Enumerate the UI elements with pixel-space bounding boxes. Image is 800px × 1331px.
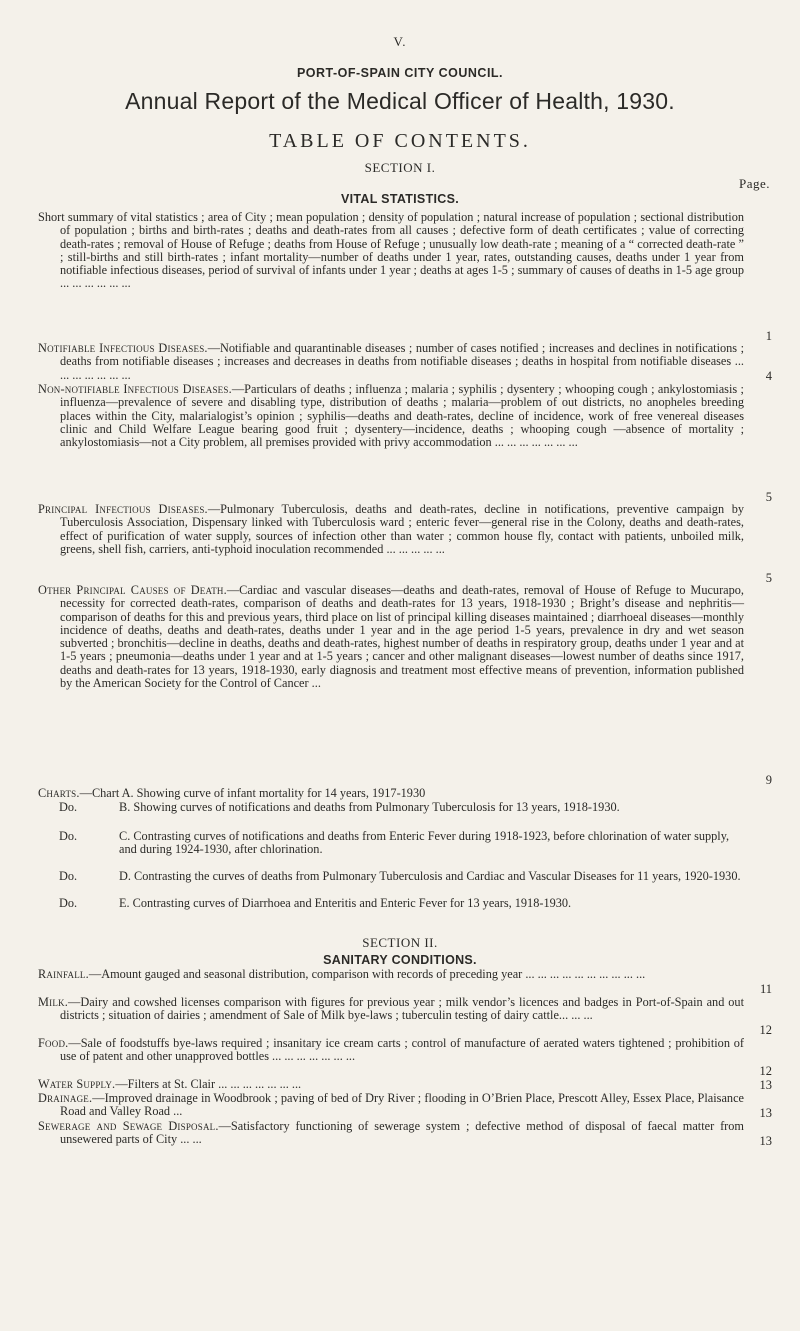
toc-page-number: 13 xyxy=(759,1078,772,1092)
toc-entry-other-principal-causes: Other Principal Causes of Death.—Cardiac and vascular diseases—deaths and death-rates, removal of House of Refuge to Mucurapo, necessity for corrected death-rates, comparison of deaths and death-rates for 13 years, 1918-1930 ; Bright’s disease and nephritis—comparison of deaths for this and previous years, third place on list of principal killing diseases maintained ; diarrhoeal diseases—monthly incidence of deaths, deaths and death-rates, deaths under 1 year and in the age period 1-5 years, prevalence in dry and wet season subverted ; bronchitis—decline in deaths, deaths and death-rates, highest number of deaths in respiratory group, deaths under 1 year and at 1-5 years ; pneumonia—deaths under 1 year and at 1-5 years ; cancer and other malignant diseases—lowest number of deaths since 1917, deaths and death-rates for 13 years, 1918-1930, early diagnosis and treatment most effective means of prevention, information published by the American Society for the Control of Cancer ... xyxy=(38,583,744,691)
toc-entry-notifiable-diseases: Notifiable Infectious Diseases.—Notifiable and quarantinable diseases ; number of cases notified ; increases and declines in notifications ; deaths from notifiable diseases ; increases and decreases in deaths from notifiable diseases ; deaths in hospital from notifiable diseases ... ... ... ... ... ... ... xyxy=(38,341,744,382)
chart-entry-e: Do. E. Contrasting curves of Diarrhoea and Enteritis and Enteric Fever for 13 years, 1918-1930. xyxy=(59,896,572,910)
toc-page-number: 4 xyxy=(765,369,772,383)
toc-entry-vital-statistics: Short summary of vital statistics ; area of City ; mean population ; density of population ; natural increase of population ; sectional distribution of population ; births and birth-rates ; deaths and death-rates from all causes ; defective form of death certificates ; value of correcting death-rates ; removal of House of Refuge ; deaths from House of Refuge ; unusually low death-rate ; meaning of a “ corrected death-rate ” ; still-births and still birth-rates ; infant mortality—number of deaths under 1 year, rates, outstanding causes, deaths under 1 year from notifiable infectious diseases, period of survival of infants under 1 year ; deaths at ages 1-5 ; summary of causes of deaths in 1-5 age group ... ... ... ... ... ... xyxy=(38,210,744,291)
toc-entry-rainfall: Rainfall.—Amount gauged and seasonal distribution, comparison with records of preceding year ... ... ... ... ... ... ... ... ... ... xyxy=(38,967,646,981)
toc-title: TABLE OF CONTENTS. xyxy=(269,130,531,152)
toc-entry-food: Food.—Sale of foodstuffs bye-laws required ; insanitary ice cream carts ; control of manufacture of aerated waters tightened ; prohibition of use of patent and other unapproved bottles ... ... ... ... ... ... ... xyxy=(38,1036,744,1064)
toc-entry-drainage: Drainage.—Improved drainage in Woodbrook ; paving of bed of Dry River ; flooding in O’Brien Place, Prescott Alley, Essex Place, Plaisance Road and Valley Road ... xyxy=(38,1091,744,1119)
report-title: Annual Report of the Medical Officer of Health, 1930. xyxy=(125,88,675,114)
page-number-roman: V. xyxy=(393,34,407,49)
page-column-header: Page. xyxy=(738,176,770,191)
toc-page-number: 9 xyxy=(765,773,772,787)
toc-entry-water-supply: Water Supply.—Filters at St. Clair ... ... ... ... ... ... ... xyxy=(38,1077,302,1091)
council-name: PORT-OF-SPAIN CITY COUNCIL. xyxy=(296,66,504,80)
toc-page-number: 12 xyxy=(759,1023,772,1037)
chart-entry-b: Do. B. Showing curves of notifications and deaths from Pulmonary Tuberculosis for 13 years, 1918-1930. xyxy=(59,800,620,814)
section-1-heading: VITAL STATISTICS. xyxy=(340,192,460,206)
toc-page-number: 11 xyxy=(759,982,772,996)
chart-entry-d: Do. D. Contrasting the curves of deaths from Pulmonary Tuberculosis and Cardiac and Vascular Diseases for 11 years, 1920-1930. xyxy=(59,869,741,883)
toc-entry-charts: Charts.—Chart A. Showing curve of infant mortality for 14 years, 1917-1930 xyxy=(38,786,426,800)
toc-entry-sewerage: Sewerage and Sewage Disposal.—Satisfactory functioning of sewerage system ; defective method of disposal of faecal matter from unsewered parts of City ... ... xyxy=(38,1119,744,1147)
section-1-label: SECTION I. xyxy=(364,160,436,175)
toc-page-number: 13 xyxy=(759,1134,772,1148)
section-2-heading: SANITARY CONDITIONS. xyxy=(323,953,477,967)
toc-page-number: 5 xyxy=(765,490,772,504)
toc-page-number: 5 xyxy=(765,571,772,585)
section-2-label: SECTION II. xyxy=(362,935,438,950)
toc-entry-non-notifiable-diseases: Non-notifiable Infectious Diseases.—Particulars of deaths ; influenza ; malaria ; syphilis ; dysentery ; whooping cough ; ankylostomiasis ; influenza—prevalence of severe and disabling type, distribution of deaths ; malaria—problem of out districts, no anopheles breeding places within the City, malarialogist’s opinion ; syphilis—deaths and death-rates, decline of incidence, work of free venereal diseases clinic and Child Welfare League bearing good fruit ; dysentery—incidence, deaths ; whooping cough —absence of mortality ; ankylostomiasis—not a City problem, all premises provided with privy accommodation ... ... ... ... ... ... ... xyxy=(38,382,744,450)
toc-entry-principal-infectious-diseases: Principal Infectious Diseases.—Pulmonary Tuberculosis, deaths and death-rates, decline in notifications, preventive campaign by Tuberculosis Association, Dispensary linked with Tuberculosis ward ; enteric fever—general rise in the Colony, deaths and death-rates, effect of purification of water supply, sources of infection other than water ; common house fly, contact with patients, unboiled milk, greens, shell fish, carriers, anti-typhoid inoculation recommended ... ... ... ... ... xyxy=(38,502,745,556)
toc-entry-milk: Milk.—Dairy and cowshed licenses comparison with figures for previous year ; milk vendor’s licences and badges in Port-of-Spain and out districts ; situation of dairies ; amendment of Sale of Milk bye-laws ; tuberculin testing of dairy cattle... ... ... xyxy=(38,995,744,1023)
chart-entry-c: Do. C. Contrasting curves of notifications and deaths from Enteric Fever during 1918-1923, before chlorination of water supply, and during 1924-1930, after chlorination. xyxy=(59,829,730,857)
toc-page-number: 13 xyxy=(759,1106,772,1120)
toc-page-number: 1 xyxy=(765,329,772,343)
toc-page-number: 12 xyxy=(759,1064,772,1078)
